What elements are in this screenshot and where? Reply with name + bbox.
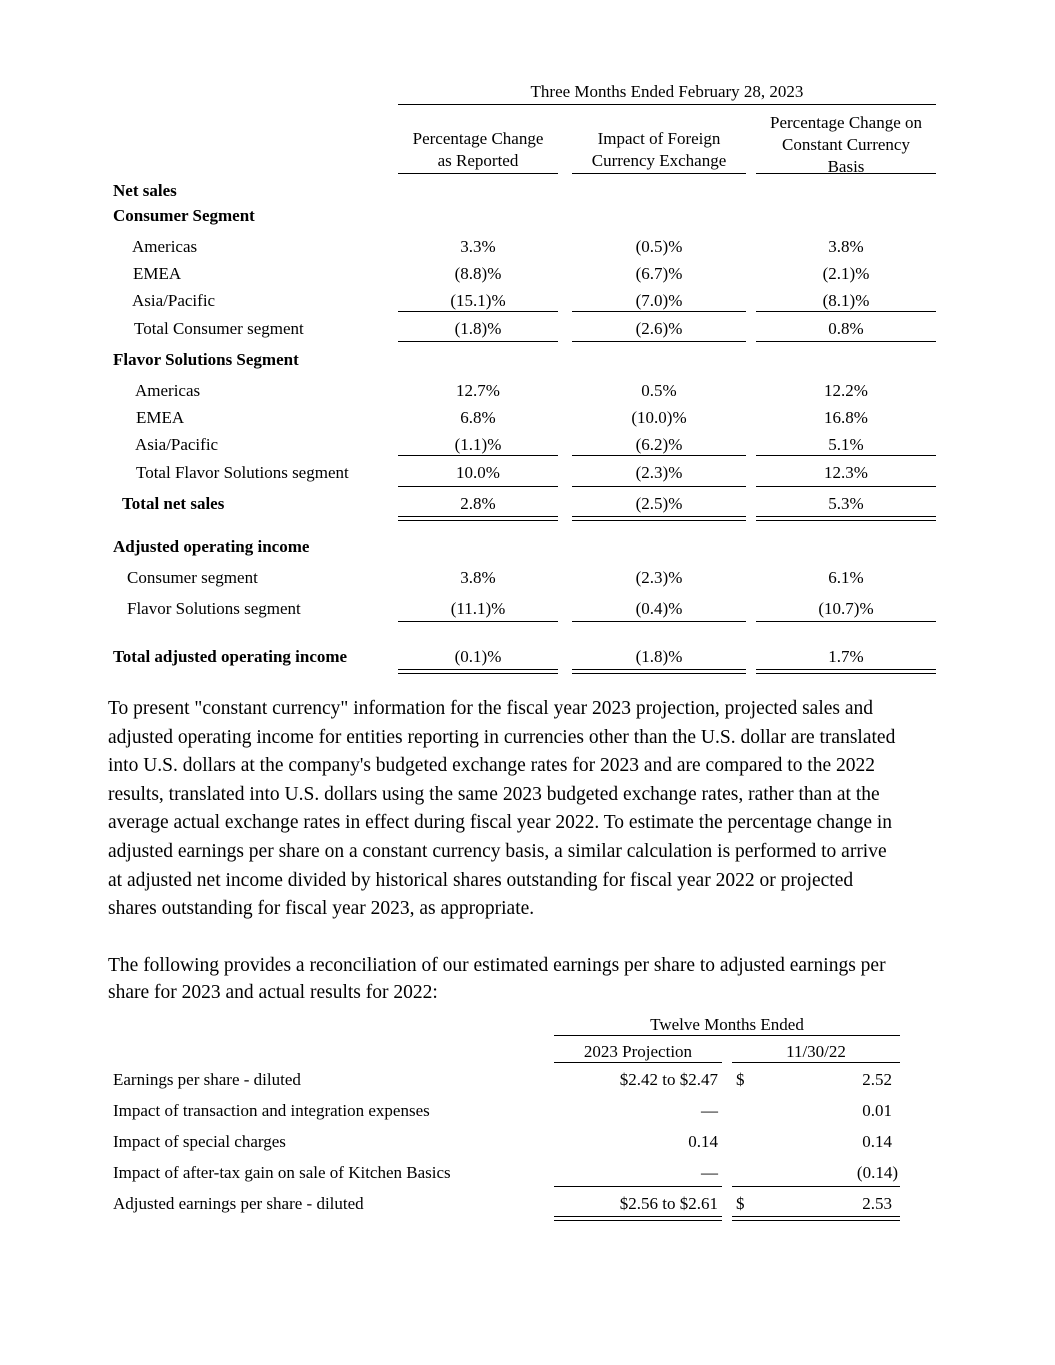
subtotal-rule — [756, 455, 936, 456]
cell-reported: 3.8% — [460, 568, 496, 587]
eps-row-label: Adjusted earnings per share - diluted — [113, 1194, 364, 1213]
total-rule — [756, 486, 936, 487]
cell-fx-impact: (2.3)% — [635, 568, 683, 587]
cell-fx-impact: (7.0)% — [635, 291, 683, 310]
cell-constant: 16.8% — [824, 408, 868, 427]
eps-row-label: Impact of special charges — [113, 1132, 286, 1151]
subtotal-rule — [398, 311, 558, 312]
cell-fx-impact: (10.0)% — [631, 408, 687, 427]
col-header-rule — [732, 1062, 900, 1063]
constant-currency-paragraph — [108, 695, 958, 924]
cell-reported: 2.8% — [460, 494, 496, 513]
cell-reported: (1.1)% — [454, 435, 502, 454]
cell-fx-impact: 0.5% — [641, 381, 677, 400]
table2-period-rule — [554, 1035, 900, 1036]
grand-total-double-rule — [732, 1216, 900, 1221]
grand-total-double-rule — [398, 516, 558, 521]
row-label: Flavor Solutions segment — [127, 599, 301, 618]
paragraph-line: into U.S. dollars at the company's budgeted exchange rates for 2023 and are compared to the 2022 — [108, 755, 876, 777]
col-header-line: Basis — [827, 157, 865, 174]
col-header-2023-projection: 2023 Projection — [583, 1042, 693, 1061]
row-label: Asia/Pacific — [132, 291, 216, 310]
cell-reported: (15.1)% — [450, 291, 506, 310]
grand-total-double-rule — [756, 516, 936, 521]
net-sales-heading: Net sales — [113, 181, 177, 200]
subtotal-rule — [572, 311, 746, 312]
cell-reported: 3.3% — [460, 237, 496, 256]
paragraph-line: adjusted earnings per share on a constant currency basis, a similar calculation is performed to arrive — [108, 840, 887, 862]
paragraph-line: share for 2023 and actual results for 2022: — [108, 982, 438, 1003]
row-label: Americas — [135, 381, 201, 400]
cell-constant: (8.1)% — [822, 291, 870, 310]
eps-actual-cell: (0.14) — [856, 1163, 898, 1182]
eps-projection-cell: $2.42 to $2.47 — [619, 1070, 718, 1089]
total-net-sales-label: Total net sales — [122, 494, 225, 513]
cell-fx-impact: (0.5)% — [635, 237, 683, 256]
row-label: EMEA — [136, 408, 185, 427]
cell-fx-impact: (2.6)% — [635, 319, 683, 338]
cell-constant: 6.1% — [828, 568, 864, 587]
reconciliation-intro-paragraph — [108, 952, 958, 1006]
cell-fx-impact: (2.3)% — [635, 463, 683, 482]
cell-fx-impact: (0.4)% — [635, 599, 683, 618]
flavor-segment-heading: Flavor Solutions Segment — [113, 350, 299, 369]
currency-symbol: $ — [736, 1070, 745, 1089]
eps-actual-cell: 2.53 — [862, 1194, 892, 1213]
eps-projection-cell: — — [701, 1163, 718, 1182]
total-flavor-label: Total Flavor Solutions segment — [136, 463, 349, 482]
aoi-heading: Adjusted operating income — [113, 537, 310, 556]
grand-total-double-rule — [756, 669, 936, 674]
cell-constant: 12.3% — [824, 463, 868, 482]
col-header-line: Currency Exchange — [591, 151, 727, 170]
paragraph-line: average actual exchange rates in effect during fiscal year 2022. To estimate the percentage change in — [108, 812, 893, 834]
cell-constant: (2.1)% — [822, 264, 870, 283]
table1-period-header: Three Months Ended February 28, 2023 — [530, 82, 804, 101]
cell-constant: 0.8% — [828, 319, 864, 338]
grand-total-double-rule — [572, 516, 746, 521]
eps-projection-cell: 0.14 — [688, 1132, 718, 1151]
subtotal-rule — [572, 621, 746, 622]
row-label: EMEA — [133, 264, 182, 283]
col-header-line: Percentage Change — [412, 129, 544, 148]
col-header-rule — [554, 1062, 722, 1063]
row-label: Consumer segment — [127, 568, 258, 587]
cell-reported: 12.7% — [456, 381, 500, 400]
consumer-segment-heading: Consumer Segment — [113, 206, 255, 225]
eps-actual-cell: 0.01 — [862, 1101, 892, 1120]
subtotal-rule — [756, 621, 936, 622]
subtotal-rule — [554, 1186, 722, 1187]
total-rule — [398, 341, 558, 342]
cell-fx-impact: (6.7)% — [635, 264, 683, 283]
col-header-constant-currency — [756, 112, 936, 174]
col-header-as-reported — [398, 128, 558, 172]
subtotal-rule — [572, 455, 746, 456]
col-header-line: Impact of Foreign — [597, 129, 721, 148]
eps-projection-cell: — — [701, 1101, 718, 1120]
cell-reported: (8.8)% — [454, 264, 502, 283]
total-rule — [572, 486, 746, 487]
total-rule — [398, 486, 558, 487]
eps-projection-cell: $2.56 to $2.61 — [619, 1194, 718, 1213]
total-aoi-label: Total adjusted operating income — [113, 647, 348, 666]
eps-actual-cell: 2.52 — [862, 1070, 892, 1089]
col-header-rule — [398, 173, 558, 174]
paragraph-line: results, translated into U.S. dollars using the same 2023 budgeted exchange rates, rather than at the — [108, 783, 880, 805]
row-label: Americas — [132, 237, 198, 256]
subtotal-rule — [732, 1186, 900, 1187]
col-header-fy2022: 11/30/22 — [786, 1042, 846, 1061]
col-header-line: Constant Currency — [782, 135, 910, 154]
grand-total-double-rule — [398, 669, 558, 674]
cell-constant: 5.1% — [828, 435, 864, 454]
cell-reported: (0.1)% — [454, 647, 502, 666]
cell-reported: 10.0% — [456, 463, 500, 482]
eps-row-label: Impact of after-tax gain on sale of Kitchen Basics — [113, 1163, 451, 1182]
col-header-line: as Reported — [437, 151, 519, 170]
cell-constant: 3.8% — [828, 237, 864, 256]
table1-period-rule — [398, 104, 936, 105]
cell-constant: 12.2% — [824, 381, 868, 400]
subtotal-rule — [398, 621, 558, 622]
eps-row-label: Earnings per share - diluted — [113, 1070, 301, 1089]
subtotal-rule — [756, 311, 936, 312]
cell-constant: 1.7% — [828, 647, 864, 666]
total-rule — [756, 341, 936, 342]
eps-row-label: Impact of transaction and integration expenses — [113, 1101, 430, 1120]
grand-total-double-rule — [554, 1216, 722, 1221]
col-header-rule — [756, 173, 936, 174]
paragraph-line: To present "constant currency" information for the fiscal year 2023 projection, projected sales and — [108, 698, 874, 719]
col-header-fx-impact — [572, 128, 746, 172]
subtotal-rule — [398, 455, 558, 456]
paragraph-line: The following provides a reconciliation of our estimated earnings per share to adjusted earnings per — [108, 955, 886, 976]
table2-period-header: Twelve Months Ended — [650, 1015, 804, 1034]
grand-total-double-rule — [572, 669, 746, 674]
row-label: Asia/Pacific — [135, 435, 219, 454]
paragraph-line: at adjusted net income divided by historical shares outstanding for fiscal year 2022 or projected — [108, 869, 854, 891]
paragraph-line: shares outstanding for fiscal year 2023, as appropriate. — [108, 898, 535, 920]
total-consumer-label: Total Consumer segment — [134, 319, 304, 338]
cell-constant: 5.3% — [828, 494, 864, 513]
col-header-rule — [572, 173, 746, 174]
paragraph-line: adjusted operating income for entities reporting in currencies other than the U.S. dollar are translated — [108, 726, 896, 748]
cell-reported: (1.8)% — [454, 319, 502, 338]
cell-reported: (11.1)% — [450, 599, 506, 618]
cell-fx-impact: (2.5)% — [635, 494, 683, 513]
col-header-line: Percentage Change on — [770, 113, 922, 132]
cell-fx-impact: (6.2)% — [635, 435, 683, 454]
currency-symbol: $ — [736, 1194, 745, 1213]
eps-actual-cell: 0.14 — [862, 1132, 892, 1151]
cell-reported: 6.8% — [460, 408, 496, 427]
cell-constant: (10.7)% — [818, 599, 874, 618]
cell-fx-impact: (1.8)% — [635, 647, 683, 666]
total-rule — [572, 341, 746, 342]
